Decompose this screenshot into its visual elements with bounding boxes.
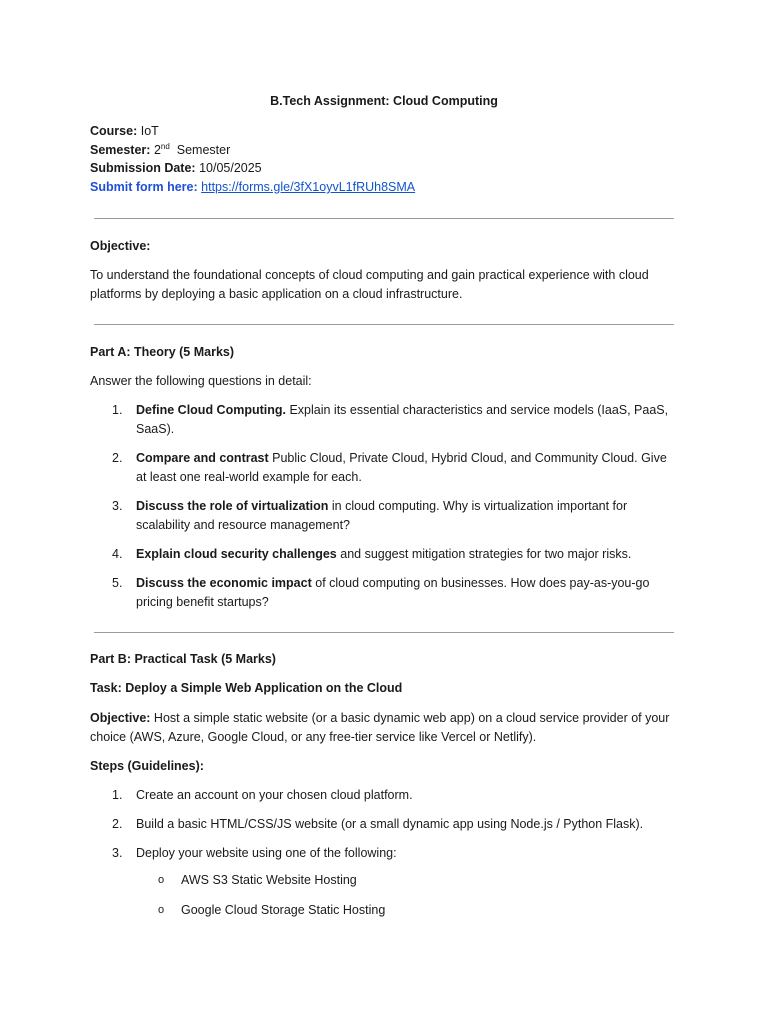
list-item — [90, 497, 680, 535]
step-text: Deploy your website using one of the following: — [136, 846, 397, 860]
item-number: 5. — [112, 576, 123, 590]
list-item — [90, 844, 680, 863]
question-text: Public Cloud, Private Cloud, Hybrid Cloud, and Community Cloud. Give at least one real-world example for each. — [136, 451, 667, 484]
list-item — [90, 786, 680, 805]
item-number: 4. — [112, 547, 123, 561]
course-label: Course: — [90, 124, 138, 138]
circle-bullet-icon: o — [158, 904, 165, 916]
semester-number: 2 — [153, 142, 161, 157]
step-text: Create an account on your chosen cloud platform. — [136, 788, 413, 802]
submission-line — [90, 159, 415, 178]
list-item — [90, 574, 680, 612]
task-objective-label: Objective: — [90, 711, 151, 725]
submit-label: Submit form here: — [90, 180, 198, 195]
question-keyword: Explain cloud security challenges — [136, 547, 337, 561]
course-value: IoT — [140, 124, 159, 138]
question-keyword: Discuss the role of virtualization — [136, 499, 329, 513]
question-text: and suggest mitigation strategies for two major risks. — [336, 547, 632, 561]
question-keyword: Compare and contrast — [136, 451, 269, 465]
steps-list — [90, 786, 680, 863]
submit-form-link[interactable]: https://forms.gle/3fX1oyvL1fRUh8SMA — [201, 180, 416, 195]
item-number: 1. — [112, 403, 123, 417]
semester-label: Semester: — [90, 142, 151, 157]
theory-question-list — [90, 401, 680, 612]
item-number: 3. — [112, 499, 123, 513]
task-heading: Task: Deploy a Simple Web Application on the Cloud — [90, 681, 403, 695]
objective-text: To understand the foundational concepts of cloud computing and gain practical experience with cloud platforms by deploying a basic application on a cloud infrastructure. — [90, 268, 649, 301]
assignment-meta — [90, 122, 415, 197]
question-keyword: Discuss the economic impact — [136, 576, 312, 590]
list-item — [90, 545, 680, 564]
divider — [94, 632, 674, 633]
item-number: 2. — [112, 451, 123, 465]
item-number: 3. — [112, 846, 123, 860]
part-a-intro: Answer the following questions in detail: — [90, 374, 312, 388]
objective-heading: Objective: — [90, 239, 151, 253]
question-text: of cloud computing on businesses. How does pay-as-you-go pricing benefit startups? — [136, 576, 650, 609]
semester-suffix: nd — [160, 141, 170, 151]
page-title: B.Tech Assignment: Cloud Computing — [270, 94, 498, 108]
semester-word: Semester — [176, 142, 231, 157]
step-text: Build a basic HTML/CSS/JS website (or a small dynamic app using Node.js / Python Flask). — [136, 817, 644, 831]
list-item — [90, 815, 680, 834]
submission-label: Submission Date: — [90, 161, 196, 176]
hosting-option-text: Google Cloud Storage Static Hosting — [181, 903, 386, 917]
task-objective-text: Host a simple static website (or a basic dynamic web app) on a cloud service provider of your choice (AWS, Azure, Google Cloud, or any free-tier service like Vercel or Netlify). — [90, 711, 670, 744]
task-objective — [90, 709, 680, 747]
list-item — [90, 449, 680, 487]
question-text: in cloud computing. Why is virtualization important for scalability and resource management? — [136, 499, 628, 532]
question-keyword: Define Cloud Computing. — [136, 403, 286, 417]
steps-heading: Steps (Guidelines): — [90, 759, 204, 773]
part-b-heading: Part B: Practical Task (5 Marks) — [90, 652, 276, 666]
divider — [94, 324, 674, 325]
hosting-option-text: AWS S3 Static Website Hosting — [181, 873, 357, 887]
course-line — [90, 122, 415, 141]
circle-bullet-icon: o — [158, 874, 165, 886]
question-text: Explain its essential characteristics and service models (IaaS, PaaS, SaaS). — [136, 403, 669, 436]
item-number: 1. — [112, 788, 123, 802]
list-item — [90, 401, 680, 439]
divider — [94, 218, 674, 219]
semester-line — [90, 141, 415, 160]
submit-line — [90, 178, 415, 197]
submission-date: 10/05/2025 — [199, 161, 262, 176]
part-a-heading: Part A: Theory (5 Marks) — [90, 345, 235, 359]
item-number: 2. — [112, 817, 123, 831]
